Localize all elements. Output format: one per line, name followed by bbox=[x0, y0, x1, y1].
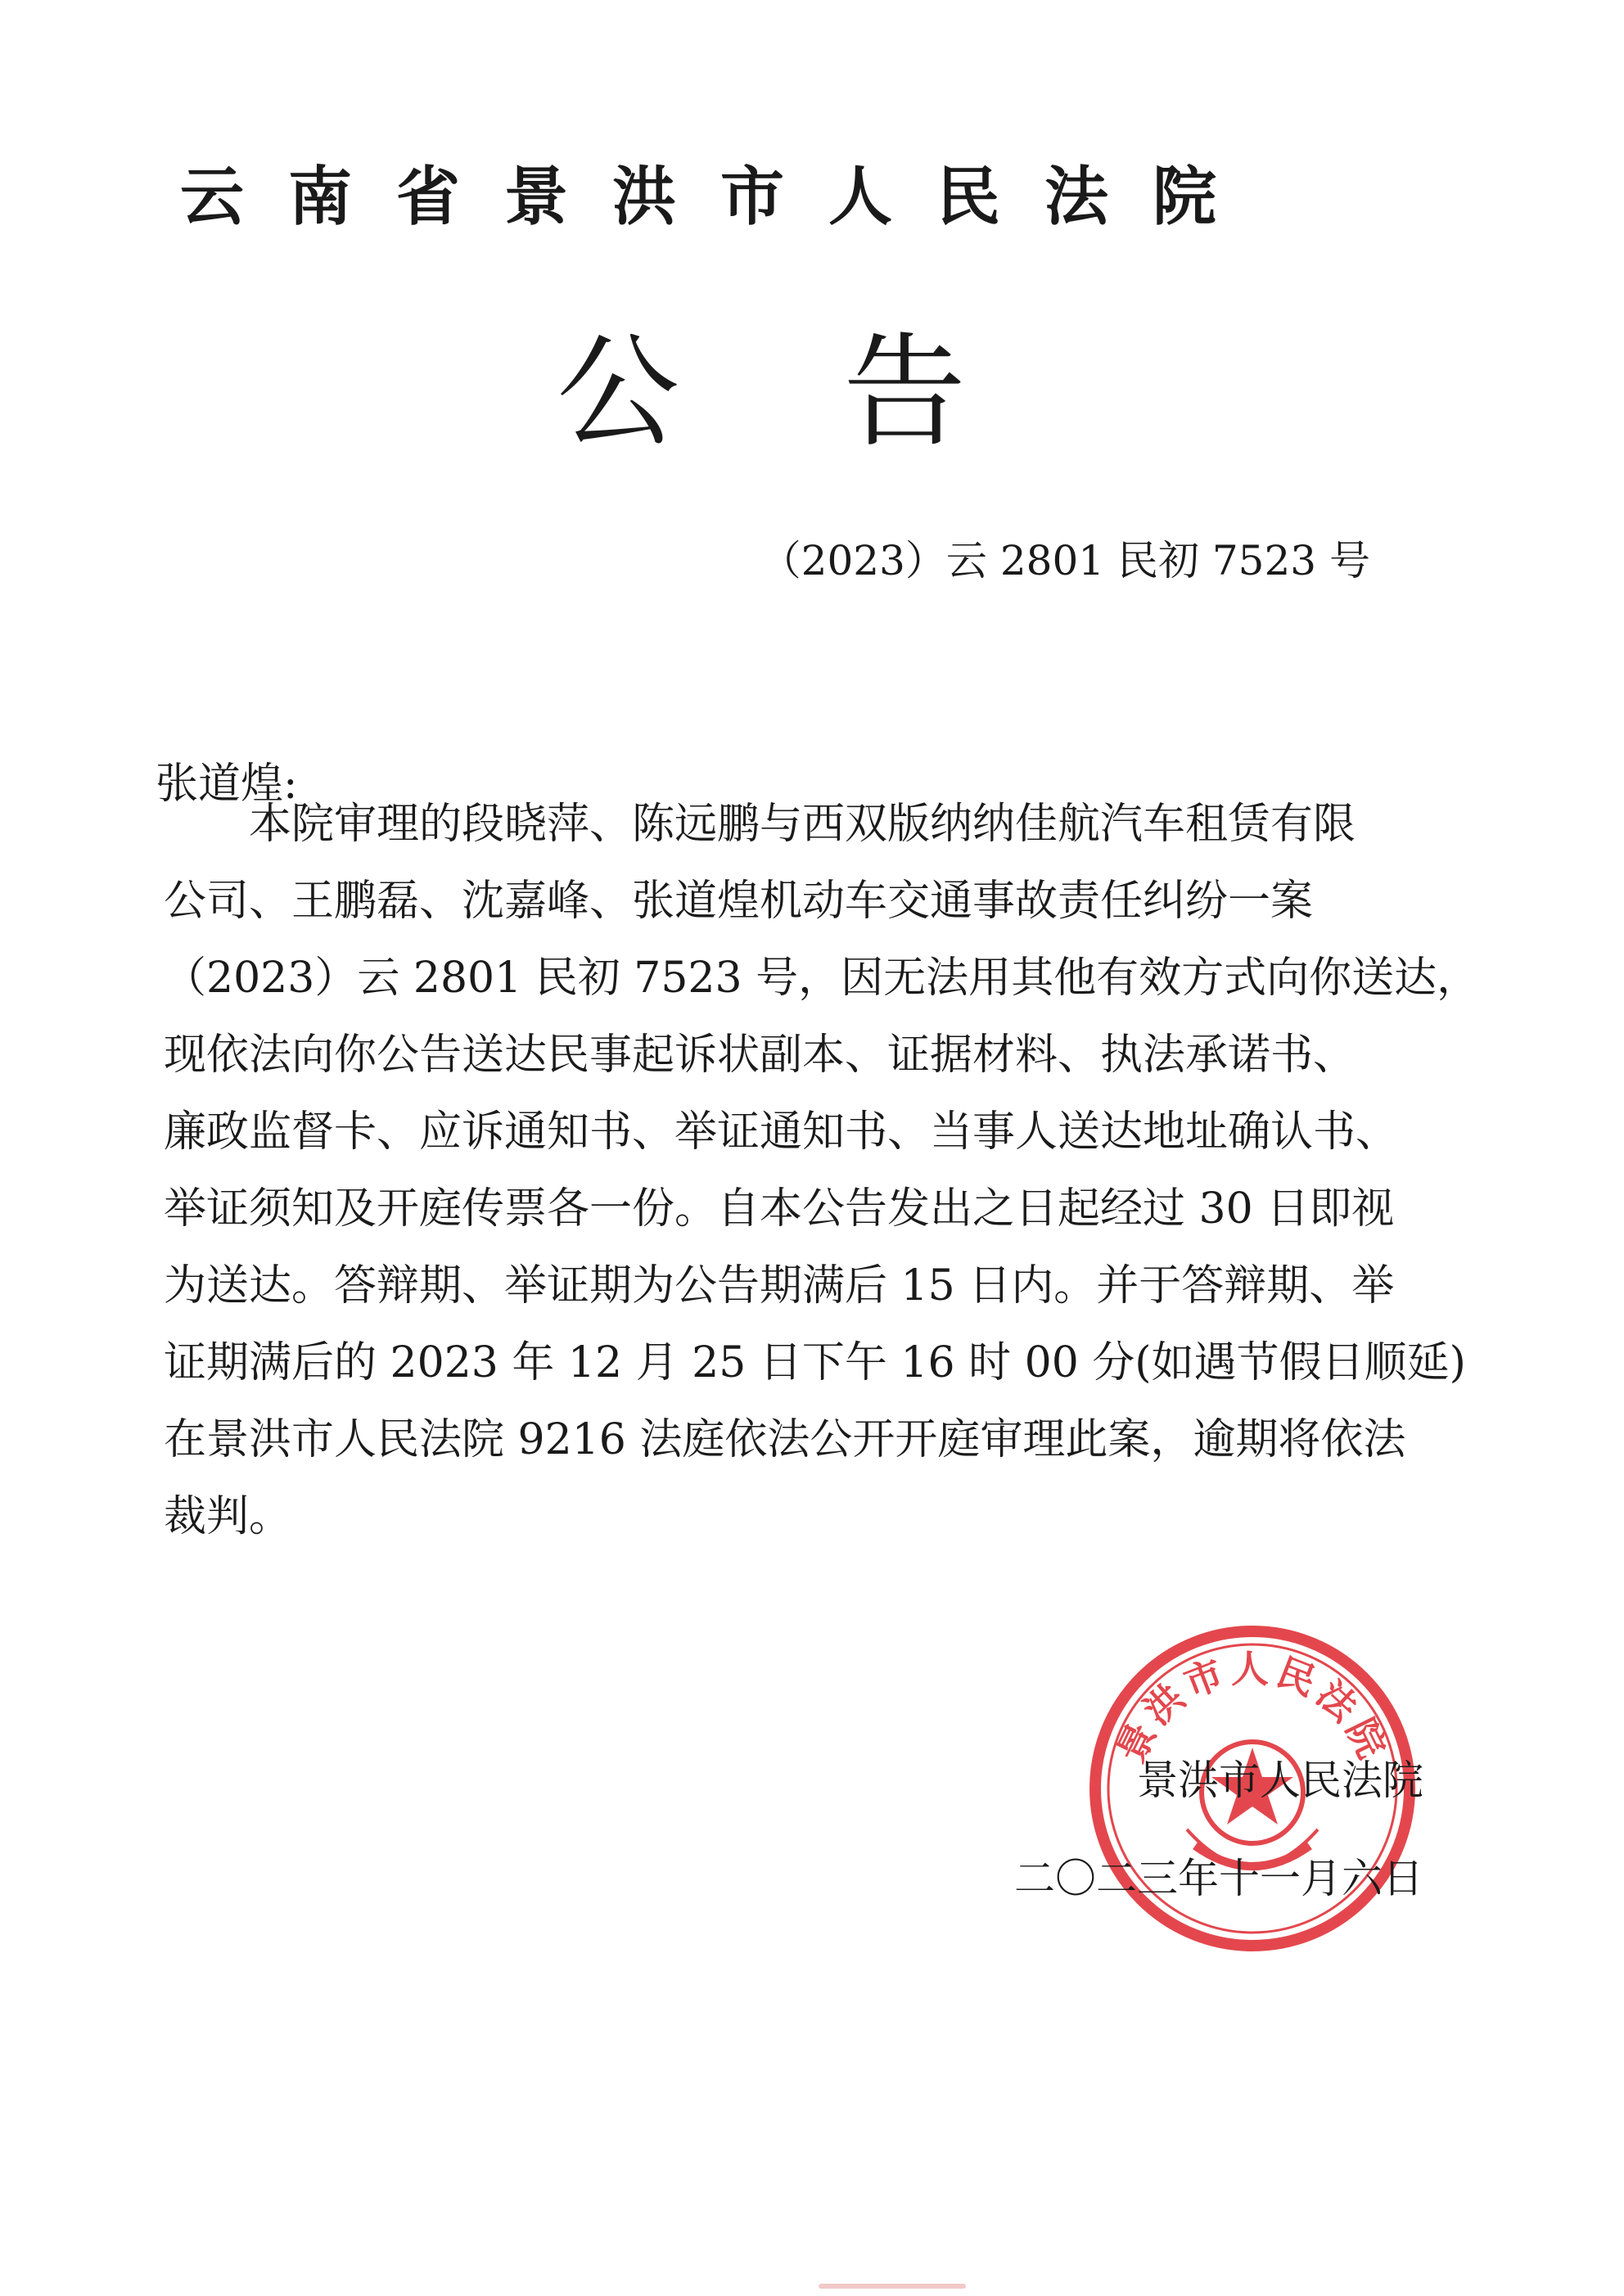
seal-text: 景洪市人民法院 bbox=[1108, 1647, 1396, 1770]
case-number: （2023）云 2801 民初 7523 号 bbox=[760, 537, 1370, 584]
body-line: 廉政监督卡、应诉通知书、举证通知书、当事人送达地址确认书、 bbox=[164, 1107, 1399, 1157]
body-line: 为送达。答辩期、举证期为公告期满后 15 日内。并于答辩期、举 bbox=[164, 1261, 1395, 1310]
notice-body bbox=[164, 786, 1480, 1555]
body-line: 本院审理的段晓萍、陈远鹏与西双版纳纳佳航汽车租赁有限 bbox=[164, 800, 1356, 849]
body-line: 裁判。 bbox=[164, 1492, 292, 1541]
body-line: 公司、王鹏磊、沈嘉峰、张道煌机动车交通事故责任纠纷一案 bbox=[164, 877, 1314, 926]
body-line: 举证须知及开庭传票各一份。自本公告发出之日起经过 30 日即视 bbox=[164, 1184, 1395, 1234]
body-line: 证期满后的 2023 年 12 月 25 日下午 16 时 00 分(如遇节假日顺延) bbox=[164, 1338, 1466, 1387]
signature-court: 景洪市人民法院 bbox=[1137, 1757, 1423, 1804]
body-line: 在景洪市人民法院 9216 法庭依法公开开庭审理此案，逾期将依法 bbox=[164, 1415, 1406, 1464]
recipient: 张道煌: bbox=[156, 760, 298, 809]
page-edge-mark bbox=[819, 2284, 966, 2289]
document-title: 公告 bbox=[557, 322, 1130, 464]
issue-date: 二〇二三年十一月六日 bbox=[1014, 1855, 1423, 1902]
body-line: 现依法向你公告送达民事起诉状副本、证据材料、执法承诺书、 bbox=[164, 1031, 1356, 1080]
body-line: （2023）云 2801 民初 7523 号，因无法用其他有效方式向你送达， bbox=[164, 954, 1480, 1003]
court-name: 云南省景洪市人民法院 bbox=[180, 160, 1261, 234]
